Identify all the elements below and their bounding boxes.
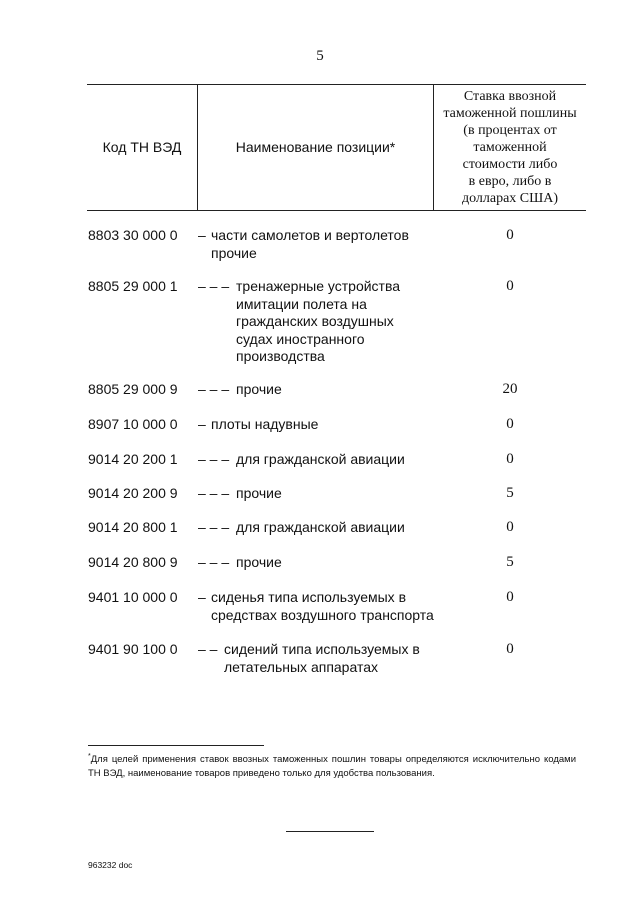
row-rate: 20 [502,381,518,397]
row-dash: – – – [198,554,230,570]
row-code: 9014 20 200 1 [88,451,178,467]
row-code: 8805 29 000 1 [88,278,178,294]
row-dash: – [198,416,206,432]
document-id: 963232 doc [88,860,133,870]
row-name: тренажерные устройства имитации полета на гражданских воздушных судах иностранного производства [236,278,401,364]
row-rate: 0 [506,278,514,294]
footnote-text: Для целей применения ставок ввозных таможенных пошлин товары определяются исключительно кодами ТН ВЭД, наименование товаров приведено только для удобства пользования. [88,754,576,780]
row-dash: – – – [198,519,230,535]
footnote [88,750,576,781]
row-dash: – – [198,641,218,657]
footnote-marker: * [88,753,91,760]
row-dash: – [198,227,206,243]
row-rate: 0 [506,416,514,432]
row-code: 9014 20 200 9 [88,485,178,501]
page-number: 5 [316,48,324,64]
table-header-bottom-rule [87,210,586,211]
row-rate: 0 [506,641,514,657]
row-rate: 0 [506,519,514,535]
header-code [87,84,197,210]
row-name: для гражданской авиации [236,451,405,467]
row-code: 9014 20 800 1 [88,519,178,535]
row-code: 9401 10 000 0 [88,589,178,605]
row-name: сиденья типа используемых в средствах воздушного транспорта [211,589,434,623]
row-code: 8803 30 000 0 [88,227,178,243]
row-name: части самолетов и вертолетов прочие [211,227,409,261]
row-name: прочие [236,381,282,397]
header-rate-label: Ставка ввозной таможенной пошлины (в процентах от таможенной стоимости либо в евро, либо в долларах США) [443,88,577,206]
row-rate: 5 [506,485,514,501]
row-dash: – – – [198,278,230,294]
row-name: прочие [236,554,282,570]
row-rate: 5 [506,554,514,570]
row-code: 8907 10 000 0 [88,416,178,432]
row-name: прочие [236,485,282,501]
row-dash: – – – [198,451,230,467]
row-dash: – [198,589,206,605]
header-code-label: Код ТН ВЭД [102,139,182,155]
header-name [198,84,433,210]
row-dash: – – – [198,381,230,397]
row-rate: 0 [506,227,514,243]
row-code: 8805 29 000 9 [88,381,178,397]
row-code: 9014 20 800 9 [88,554,178,570]
header-rate [434,84,586,210]
row-code: 9401 90 100 0 [88,641,178,657]
end-rule [286,831,374,832]
row-rate: 0 [506,451,514,467]
row-rate: 0 [506,589,514,605]
row-name: сидений типа используемых в летательных аппаратах [224,641,420,675]
row-dash: – – – [198,485,230,501]
header-name-label: Наименование позиции* [235,139,396,155]
row-name: для гражданской авиации [236,519,405,535]
footnote-rule [88,745,264,746]
row-name: плоты надувные [211,416,319,432]
